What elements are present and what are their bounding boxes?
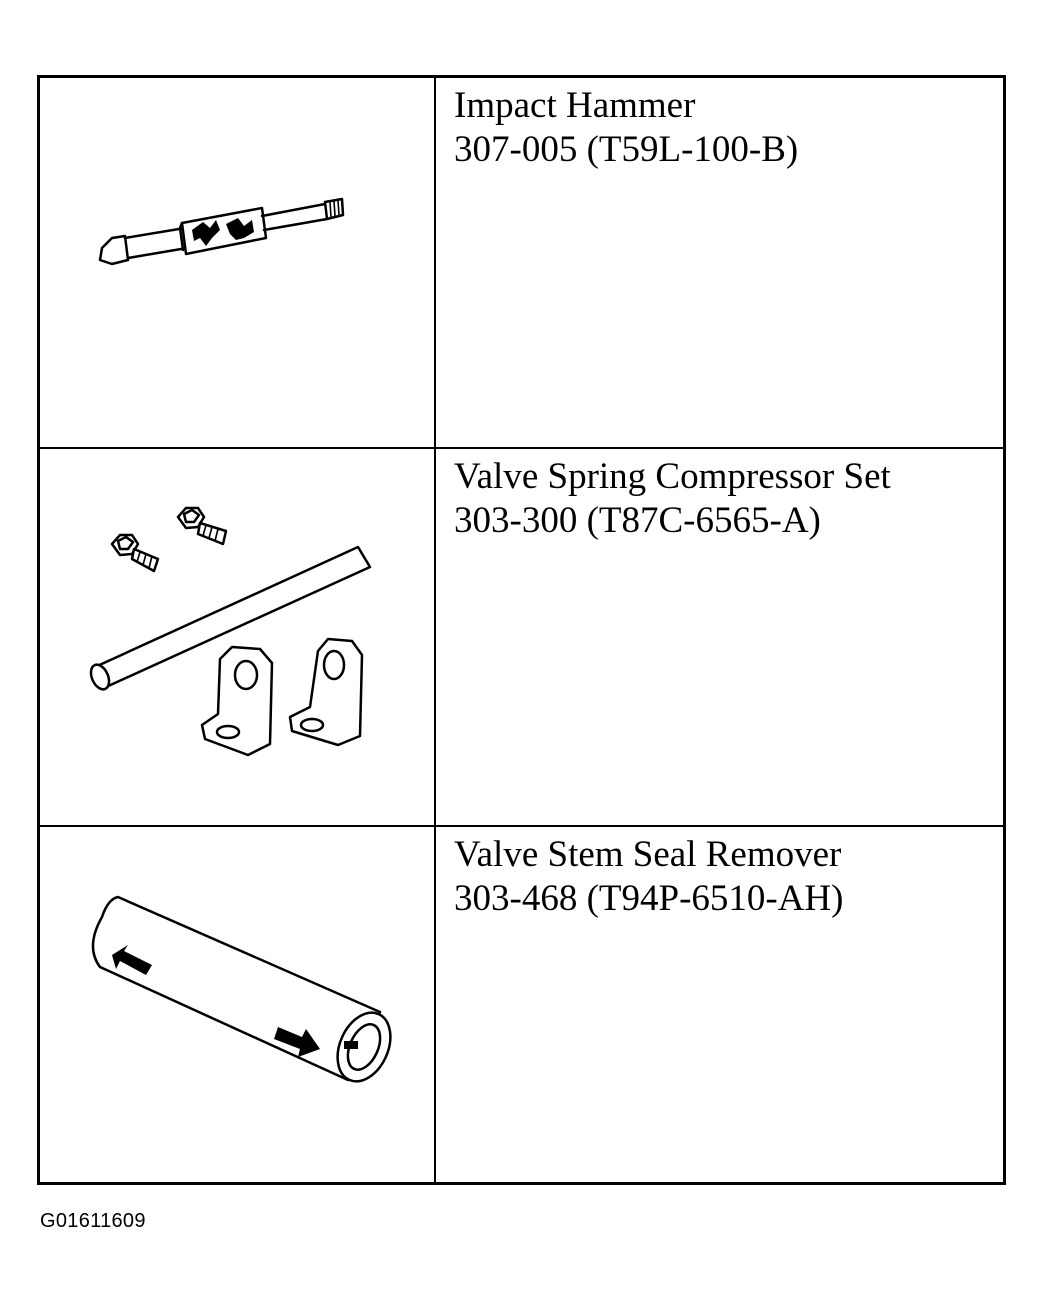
tool-row-valve-spring-compressor-set [40,447,1003,825]
tool-name: Impact Hammer [454,85,696,126]
tool-row-valve-stem-seal-remover [40,825,1003,1185]
tool-description-cell [436,827,1003,1185]
tool-name: Valve Spring Compressor Set [454,456,891,497]
valve-stem-seal-remover-icon [40,827,434,1185]
impact-hammer-icon [40,78,434,447]
tool-number: 307-005 (T59L-100-B) [454,129,799,170]
special-tools-table [37,75,1006,1185]
tool-description-cell [436,78,1003,447]
tool-row-impact-hammer [40,78,1003,447]
figure-code: G01611609 [40,1210,146,1232]
tool-illustration-cell [40,449,436,825]
tool-illustration-cell [40,827,436,1185]
tool-illustration-cell [40,78,436,447]
tool-name: Valve Stem Seal Remover [454,834,842,875]
tool-number: 303-468 (T94P-6510-AH) [454,878,844,919]
tool-description-cell [436,449,1003,825]
valve-spring-compressor-set-icon [40,449,434,825]
tool-number: 303-300 (T87C-6565-A) [454,500,821,541]
